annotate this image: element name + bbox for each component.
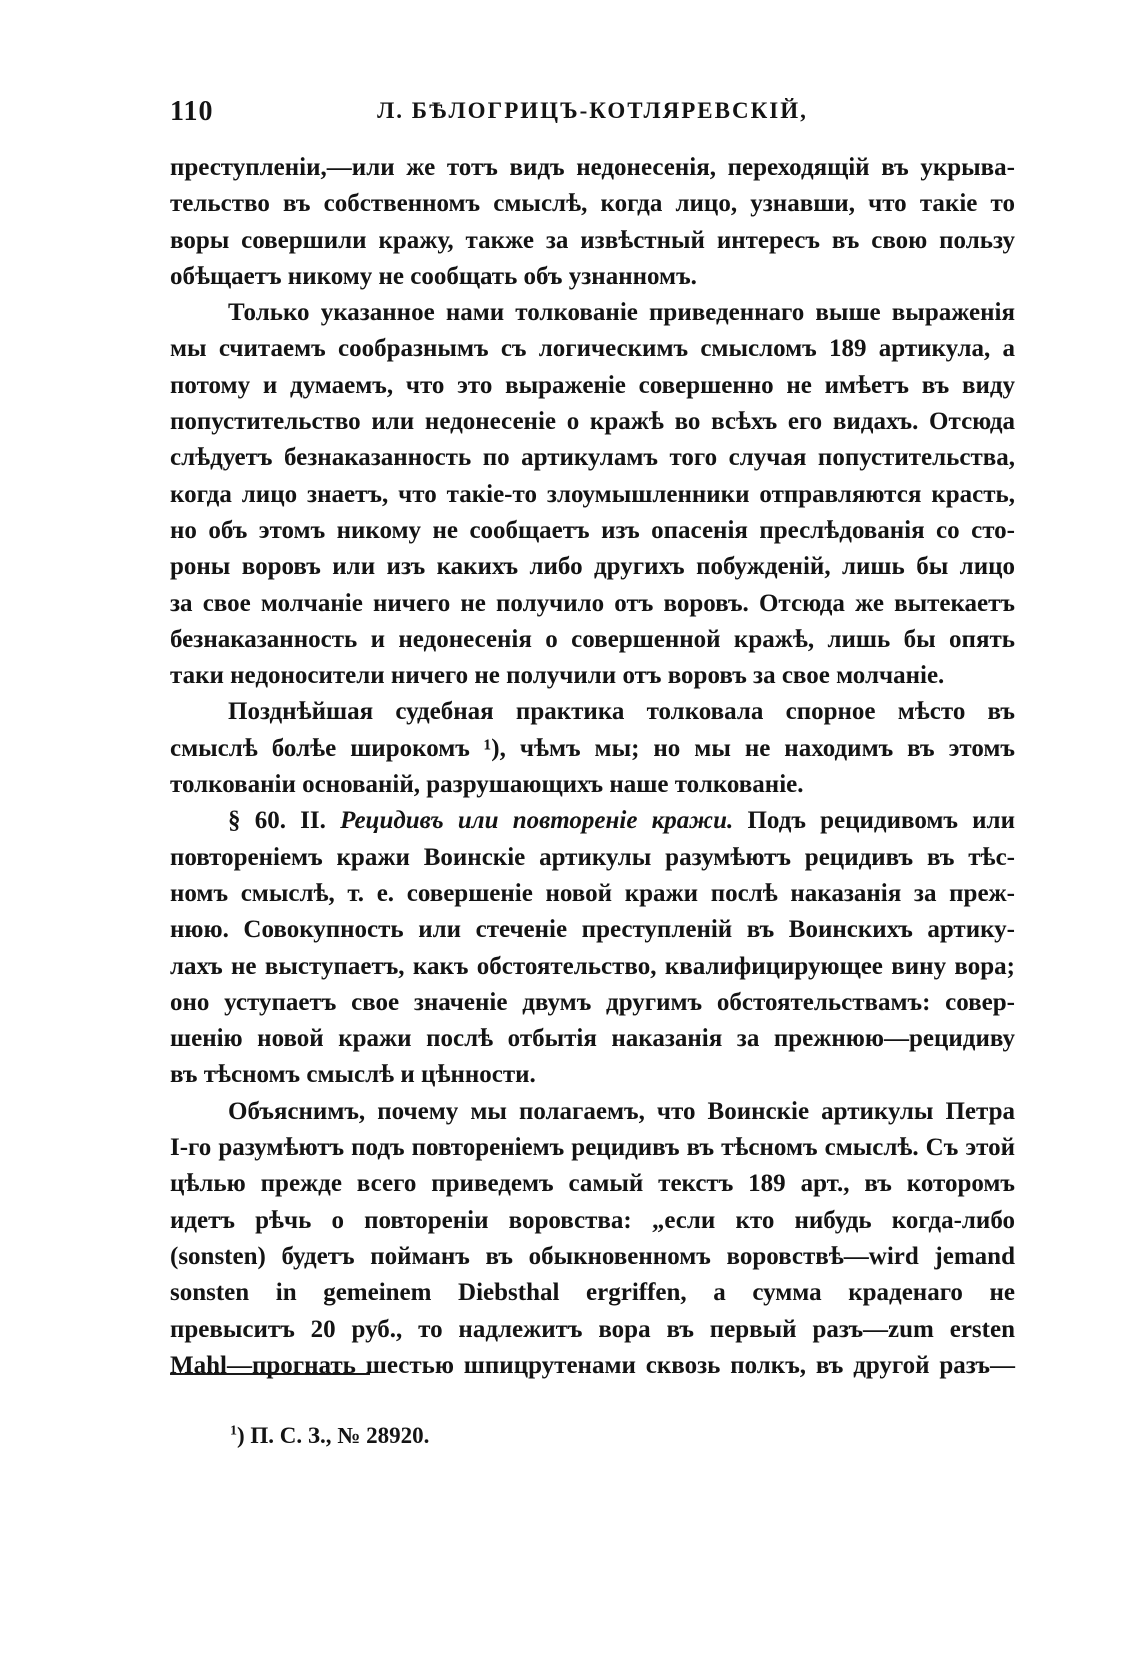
text-line: идетъ рѣчь о повтореніи воровства: „если кто нибудь когда-либо [170, 1206, 1015, 1234]
text-line: І-го разумѣютъ подъ повтореніемъ рецидивъ въ тѣсномъ смыслѣ. Съ этой [170, 1134, 1015, 1162]
text-line: за свое молчаніе ничего не получило отъ воровъ. Отсюда же вытекаетъ [170, 589, 1015, 617]
text-line: роны воровъ или изъ какихъ либо другихъ побужденій, лишь бы лицо [170, 553, 1015, 581]
text-line: попустительство или недонесеніе о кражѣ во всѣхъ его видахъ. Отсюда [170, 408, 1015, 436]
running-head: Л. БѢЛОГРИЦЪ-КОТЛЯРЕВСКІЙ, [377, 98, 808, 123]
footnote-marker: 1 [230, 1423, 237, 1439]
text-line: потому и думаемъ, что это выраженіе совершенно не имѣетъ въ виду [170, 371, 1015, 399]
text-line: Объяснимъ, почему мы полагаемъ, что Воинскіе артикулы Петра [228, 1097, 1015, 1125]
text-line: превыситъ 20 руб., то надлежитъ вора въ первый разъ—zum ersten [170, 1315, 1015, 1343]
text-line: Mahl—прогнать шестью шпицрутенами сквозь полкъ, въ другой разъ— [170, 1351, 1015, 1379]
text-line: оно уступаетъ свое значеніе двумъ другимъ обстоятельствамъ: совер- [170, 988, 1015, 1016]
text-line: слѣдуетъ безнаказанность по артикуламъ того случая попустительства, [170, 444, 1015, 472]
text-line: цѣлью прежде всего приведемъ самый текстъ 189 арт., въ которомъ [170, 1170, 1015, 1198]
section-number: § 60. II. [228, 807, 341, 835]
footnote-divider [170, 1373, 370, 1375]
text-line: мы считаемъ сообразнымъ съ логическимъ смысломъ 189 артикула, а [170, 335, 1015, 363]
text-line: лахъ не выступаетъ, какъ обстоятельство, квалифицирующее вину вора; [170, 952, 1015, 980]
text-line: воры совершили кражу, также за извѣстный интересъ въ свою пользу [170, 226, 1015, 254]
text-line: номъ смыслѣ, т. е. совершеніе новой кражи послѣ наказанія за преж- [170, 879, 1015, 907]
section-title: Рецидивъ или повтореніе кражи. [340, 807, 734, 835]
text-line: преступленіи,—или же тотъ видъ недонесенія, переходящій въ укрыва- [170, 154, 1015, 181]
page-header [170, 96, 1015, 136]
text-line: но объ этомъ никому не сообщаетъ изъ опасенія преслѣдованія со сто- [170, 516, 1015, 544]
text-line: шенію новой кражи послѣ отбытія наказанія за прежнюю—рецидиву [170, 1025, 1015, 1053]
text-line: sonsten in gemeinem Diebsthal ergriffen, а сумма краденаго не [170, 1279, 1015, 1307]
text-line: тельство въ собственномъ смыслѣ, когда лицо, узнавши, что такіе то [170, 190, 1015, 218]
footnote [230, 1423, 429, 1449]
text-line: смыслѣ болѣе широкомъ ¹), чѣмъ мы; но мы не находимъ въ этомъ [170, 734, 1015, 762]
page-number: 110 [170, 96, 214, 127]
text-line: (sonsten) будетъ пойманъ въ обыкновенномъ воровствѣ—wird jemand [170, 1242, 1015, 1270]
text-line: таки недоносители ничего не получили отъ воровъ за свое молчаніе. [170, 662, 945, 690]
text-line: въ тѣсномъ смыслѣ и цѣнности. [170, 1061, 536, 1089]
text-line: Только указанное нами толкованіе приведеннаго выше выраженія [228, 299, 1015, 327]
section-heading-rest: Подъ рецидивомъ или [733, 807, 1015, 835]
text-line: когда лицо знаетъ, что такіе-то злоумышленники отправляются красть, [170, 480, 1015, 508]
footnote-text: ) П. С. З., № 28920. [237, 1423, 430, 1448]
text-line: обѣщаетъ никому не сообщать объ узнанномъ. [170, 262, 697, 290]
text-line: безнаказанность и недонесенія о совершенной кражѣ, лишь бы опять [170, 625, 1015, 653]
text-line: нюю. Совокупность или стеченіе преступленій въ Воинскихъ артику- [170, 916, 1015, 944]
text-line: повтореніемъ кражи Воинскіе артикулы разумѣютъ рецидивъ въ тѣс- [170, 843, 1015, 871]
body-text [170, 150, 1015, 1384]
text-line: Позднѣйшая судебная практика толковала спорное мѣсто въ [228, 698, 1015, 726]
text-line: толкованіи основаній, разрушающихъ наше толкованіе. [170, 771, 804, 799]
section-heading-line [170, 803, 1015, 839]
